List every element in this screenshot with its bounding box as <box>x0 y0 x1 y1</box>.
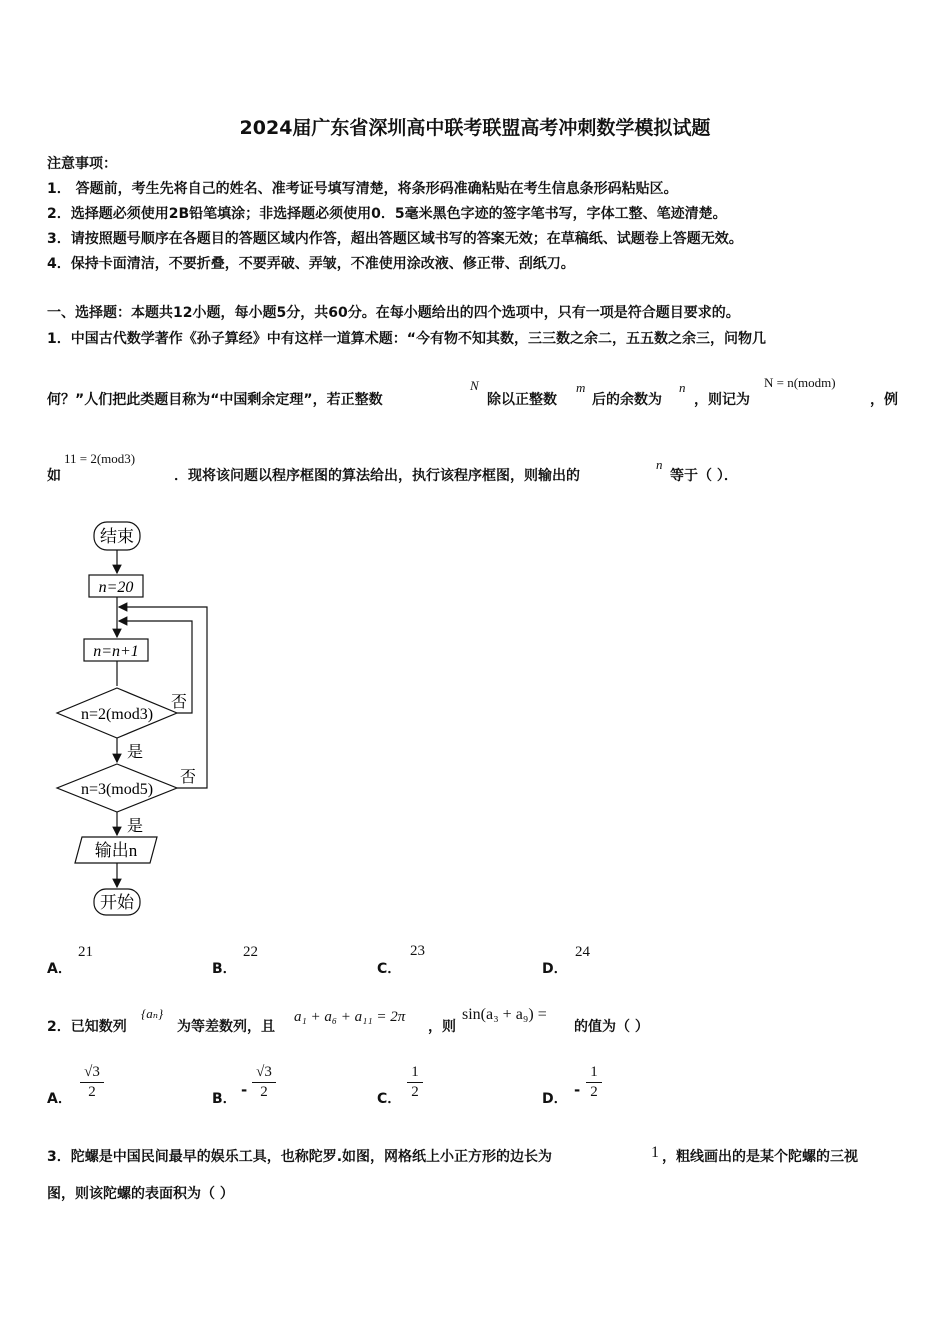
flow-incr-label: n=n+1 <box>93 643 139 660</box>
q3-text: 图，则该陀螺的表面积为（ ） <box>47 1186 234 1202</box>
option-value: 24 <box>575 944 590 960</box>
var-m: m <box>576 380 586 395</box>
notice-item: 2．选择题必须使用2B铅笔填涂；非选择题必须使用0．5毫米黑色字迹的签字笔书写，字体工整、笔迹清楚。 <box>47 206 727 222</box>
option-fraction: 1 2 <box>407 1064 423 1101</box>
flow-output-label: 输出n <box>94 841 138 860</box>
option-fraction: √3 2 <box>80 1064 104 1101</box>
option-label: B． <box>212 961 237 977</box>
flow-cond2-label: n=3(mod5) <box>80 781 154 798</box>
page-title: 2024届广东省深圳高中联考联盟高考冲刺数学模拟试题 <box>239 117 711 139</box>
q2-sequence: {aₙ} <box>141 1006 164 1021</box>
option-sign: - <box>241 1081 248 1099</box>
q2-text: 为等差数列，且 <box>177 1019 275 1035</box>
q1-text: ，例 <box>870 392 898 408</box>
q1-text: ．现将该问题以程序框图的算法给出，执行该程序框图，则输出的 <box>174 468 580 484</box>
option-label: D． <box>542 961 568 977</box>
flow-init-label: n=20 <box>98 579 134 596</box>
flow-yes-label: 是 <box>127 744 144 761</box>
option-value: 21 <box>78 944 93 960</box>
notice-heading: 注意事项： <box>47 156 117 172</box>
option-label: D． <box>542 1091 568 1107</box>
q1-text: 除以正整数 <box>487 392 557 408</box>
q2-expression: sin(a₃ + a₉) = <box>462 1006 547 1023</box>
option-label: B． <box>212 1091 237 1107</box>
flow-start-label: 结束 <box>100 527 134 546</box>
q1-text: 等于（ ）． <box>670 468 738 484</box>
notice-item: 4．保持卡面清洁，不要折叠，不要弄破、弄皱，不准使用涂改液、修正带、刮纸刀。 <box>47 256 575 272</box>
var-n: n <box>656 457 663 472</box>
section-heading: 一、选择题：本题共12小题，每小题5分，共60分。在每小题给出的四个选项中，只有一项是符合题目要求的。 <box>47 305 740 321</box>
q3-value: 1 <box>651 1144 659 1161</box>
q2-text: 2．已知数列 <box>47 1019 127 1035</box>
flow-no-label: 否 <box>180 769 197 786</box>
option-fraction: 1 2 <box>586 1064 602 1101</box>
var-n: n <box>679 380 686 395</box>
option-label: A． <box>47 961 72 977</box>
q1-line1: 1．中国古代数学著作《孙子算经》中有这样一道算术题：“今有物不知其数，三三数之余二，五五数之余三，问物几 <box>47 331 766 347</box>
q1-text: 何？”人们把此类题目称为“中国剩余定理”，若正整数 <box>47 392 383 408</box>
option-value: 22 <box>243 944 258 960</box>
option-label: C． <box>377 1091 402 1107</box>
q1-text: 如 <box>47 468 61 484</box>
option-fraction: √3 2 <box>252 1064 276 1101</box>
q1-text: ，则记为 <box>694 392 750 408</box>
flow-yes-label: 是 <box>127 818 144 835</box>
formula-mod: N = n(modm) <box>764 375 836 390</box>
option-label: A． <box>47 1091 72 1107</box>
q2-text: ，则 <box>428 1019 456 1035</box>
option-sign: - <box>574 1081 581 1099</box>
q2-text: 的值为（ ） <box>574 1019 649 1035</box>
q2-condition: a₁ + a₆ + a₁₁ = 2π <box>294 1009 406 1025</box>
option-label: C． <box>377 961 402 977</box>
flowchart <box>40 510 230 920</box>
notice-item: 1． 答题前，考生先将自己的姓名、准考证号填写清楚，将条形码准确粘贴在考生信息条形码粘贴区。 <box>47 181 678 197</box>
option-value: 23 <box>410 943 425 959</box>
flow-no-label: 否 <box>171 694 188 711</box>
flow-end-label: 开始 <box>100 893 134 912</box>
q1-text: 后的余数为 <box>592 392 662 408</box>
flow-cond1-label: n=2(mod3) <box>80 706 154 723</box>
var-N: N <box>470 378 479 393</box>
q3-text: 3．陀螺是中国民间最早的娱乐工具，也称陀罗.如图，网格纸上小正方形的边长为 <box>47 1149 553 1165</box>
notice-item: 3．请按照题号顺序在各题目的答题区域内作答，超出答题区域书写的答案无效；在草稿纸、试题卷上答题无效。 <box>47 231 743 247</box>
q3-text: ，粗线画出的是某个陀螺的三视 <box>662 1149 858 1165</box>
example-mod: 11 = 2(mod3) <box>64 451 136 466</box>
